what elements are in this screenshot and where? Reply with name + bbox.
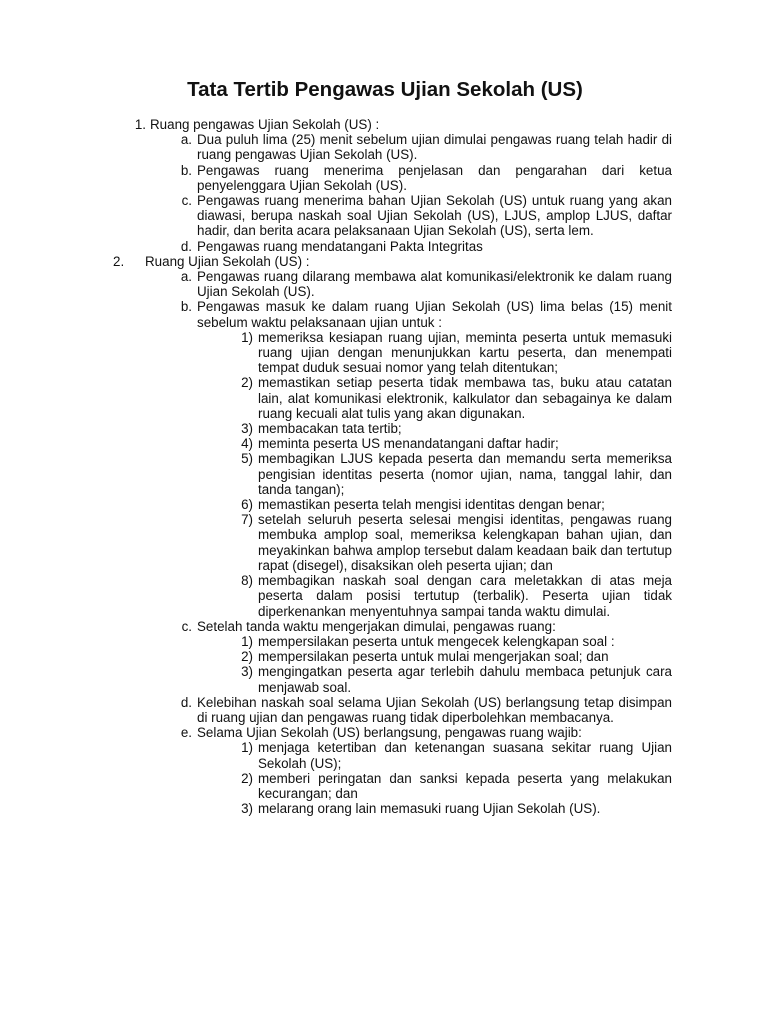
sub-item-marker: 1) bbox=[241, 633, 253, 649]
item-text: Pengawas masuk ke dalam ruang Ujian Sekolah (US) lima belas (15) menit sebelum waktu pelaksanaan ujian untuk : bbox=[197, 299, 672, 330]
sub-list-item bbox=[235, 740, 768, 770]
sub-item-marker: 5) bbox=[241, 451, 253, 467]
list-item bbox=[166, 695, 768, 725]
sub-list-item bbox=[235, 634, 768, 649]
sub-item-marker: 1) bbox=[241, 329, 253, 345]
item-marker: d. bbox=[180, 238, 192, 254]
sub-item-text: mempersilakan peserta untuk mulai mengerjakan soal; dan bbox=[258, 649, 609, 665]
sub-list-item bbox=[235, 497, 768, 512]
sub-item-marker: 2) bbox=[241, 375, 253, 391]
sub-list-item bbox=[235, 649, 768, 664]
item-text: Pengawas ruang menerima penjelasan dan pengarahan dari ketua penyelenggara Ujian Sekolah (US). bbox=[197, 162, 672, 193]
sub-item-text: memeriksa kesiapan ruang ujian, meminta peserta untuk memasuki ruang ujian dengan menunjukkan kartu peserta, dan menempati tempat duduk sesuai nomor yang telah ditentukan; bbox=[258, 329, 672, 376]
sub-item-marker: 8) bbox=[241, 573, 253, 589]
section-heading: Ruang pengawas Ujian Sekolah (US) : bbox=[150, 117, 380, 132]
item-text: Pengawas ruang mendatangani Pakta Integritas bbox=[197, 238, 483, 254]
item-marker: d. bbox=[180, 694, 192, 710]
item-text: Selama Ujian Sekolah (US) berlangsung, pengawas ruang wajib: bbox=[197, 725, 582, 741]
sub-item-marker: 6) bbox=[241, 497, 253, 513]
sub-list-item bbox=[235, 573, 768, 619]
item-text: Pengawas ruang dilarang membawa alat komunikasi/elektronik ke dalam ruang Ujian Sekolah (US). bbox=[197, 269, 672, 300]
sub-item-text: mengingatkan peserta agar terlebih dahulu membaca petunjuk cara menjawab soal. bbox=[258, 664, 672, 695]
sub-list-item bbox=[235, 375, 768, 421]
list-item bbox=[166, 239, 768, 254]
list-item bbox=[166, 269, 768, 299]
item-marker: a. bbox=[180, 132, 192, 148]
sub-item-text: meminta peserta US menandatangani daftar hadir; bbox=[258, 436, 559, 452]
sub-list-item bbox=[235, 436, 768, 451]
item-text: Setelah tanda waktu mengerjakan dimulai, pengawas ruang: bbox=[197, 618, 556, 634]
section-marker: 2. bbox=[113, 253, 125, 269]
document-title: Tata Tertib Pengawas Ujian Sekolah (US) bbox=[187, 78, 583, 101]
section-heading: Ruang Ujian Sekolah (US) : bbox=[145, 253, 310, 269]
sub-item-text: memastikan peserta telah mengisi identitas dengan benar; bbox=[258, 497, 605, 513]
section-1 bbox=[120, 117, 520, 132]
sub-item-text: membagikan naskah soal dengan cara meletakkan di atas meja peserta dalam posisi tertutup (terbalik). Peserta ujian tidak diperkenankan menyentuhnya sampai tanda waktu dimulai. bbox=[258, 573, 672, 619]
sub-item-text: membacakan tata tertib; bbox=[258, 421, 402, 437]
list-item bbox=[166, 299, 768, 329]
sub-item-text: memberi peringatan dan sanksi kepada peserta yang melakukan kecurangan; dan bbox=[258, 770, 672, 801]
sub-item-marker: 2) bbox=[241, 649, 253, 665]
sub-item-marker: 2) bbox=[241, 770, 253, 786]
sub-list-item bbox=[235, 664, 768, 694]
item-marker: a. bbox=[180, 269, 192, 285]
sub-item-marker: 3) bbox=[241, 421, 253, 437]
sub-item-marker: 3) bbox=[241, 664, 253, 680]
list-item bbox=[166, 725, 768, 740]
document-body bbox=[0, 117, 768, 816]
list-item bbox=[166, 193, 768, 239]
sub-item-marker: 4) bbox=[241, 436, 253, 452]
section-marker: 1. bbox=[134, 117, 146, 132]
item-marker: c. bbox=[181, 618, 192, 634]
sub-list-item bbox=[235, 451, 768, 497]
sub-item-text: melarang orang lain memasuki ruang Ujian Sekolah (US). bbox=[258, 801, 601, 817]
sub-list-item bbox=[235, 771, 768, 801]
item-text: Pengawas ruang menerima bahan Ujian Sekolah (US) untuk ruang yang akan diawasi, berupa naskah soal Ujian Sekolah (US), LJUS, amplop LJUS, daftar hadir, dan berita acara pelaksanaan Ujian Sekolah (US), serta lem. bbox=[197, 193, 672, 239]
item-marker: c. bbox=[181, 193, 192, 209]
sub-item-marker: 3) bbox=[241, 801, 253, 817]
list-item bbox=[166, 163, 768, 193]
sub-item-text: membagikan LJUS kepada peserta dan memandu serta memeriksa pengisian identitas peserta (nomor ujian, nama, tanggal lahir, dan tanda tangan); bbox=[258, 451, 672, 497]
sub-item-marker: 7) bbox=[241, 512, 253, 528]
sub-item-text: setelah seluruh peserta selesai mengisi identitas, pengawas ruang membuka amplop soal, memeriksa kelengkapan bahan ujian, dan meyakinkan bahwa amplop tersebut dalam keadaan baik dan tertutup rapat (disegel), disaksikan oleh peserta ujian; dan bbox=[258, 512, 672, 573]
sub-item-text: mempersilakan peserta untuk mengecek kelengkapan soal : bbox=[258, 633, 615, 649]
item-text: Kelebihan naskah soal selama Ujian Sekolah (US) berlangsung tetap disimpan di ruang ujian dan pengawas ruang tidak diperbolehkan membacanya. bbox=[197, 694, 672, 725]
sub-item-marker: 1) bbox=[241, 740, 253, 756]
sub-item-text: memastikan setiap peserta tidak membawa tas, buku atau catatan lain, alat komunikasi elektronik, kalkulator dan sebagainya ke dalam ruang kecuali alat tulis yang akan digunakan. bbox=[258, 375, 672, 421]
sub-list-item bbox=[235, 421, 768, 436]
item-marker: b. bbox=[180, 162, 192, 178]
list-item bbox=[166, 132, 768, 162]
item-text: Dua puluh lima (25) menit sebelum ujian dimulai pengawas ruang telah hadir di ruang pengawas Ujian Sekolah (US). bbox=[197, 132, 672, 163]
section-2 bbox=[113, 254, 513, 269]
sub-item-text: menjaga ketertiban dan ketenangan suasana sekitar ruang Ujian Sekolah (US); bbox=[258, 740, 672, 771]
item-marker: b. bbox=[180, 299, 192, 315]
list-item bbox=[166, 619, 768, 634]
sub-list-item bbox=[235, 330, 768, 376]
sub-list-item bbox=[235, 801, 768, 816]
item-marker: e. bbox=[180, 725, 192, 741]
sub-list-item bbox=[235, 512, 768, 573]
